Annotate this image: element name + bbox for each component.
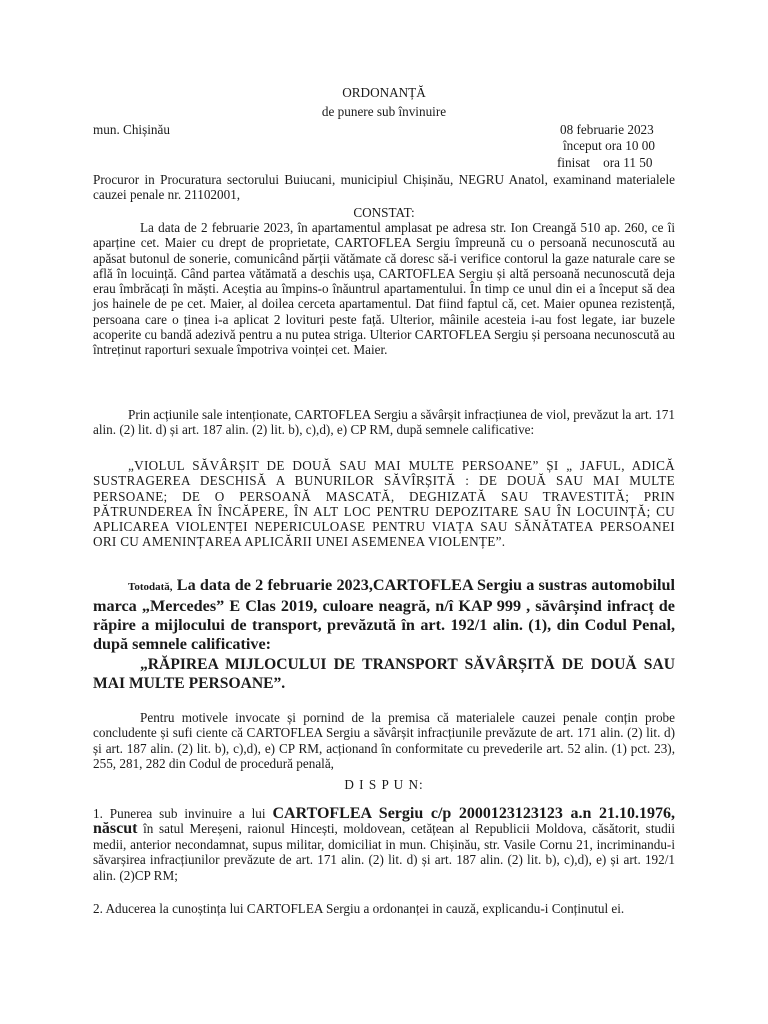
motive-paragraph: Pentru motivele invocate și pornind de la premisa că materialele cauzei penale conțin probe concludente și sufi ciente că CARTOFLEA Sergiu a săvârșit infracțiunile prevăzute de art. 171 alin. (2) lit. d) și art. 187 alin. (2) lit. b), c),d), e) CP RM, acționand în conformitate cu prevederile art. 52 alin. (1) pct. 23), 255, 281, 282 din Codul de procedură penală,	[93, 710, 675, 771]
intro-paragraph: Procuror in Procuratura sectorului Buiucani, municipiul Chișinău, NEGRU Anatol, examinand materialele cauzei penale nr. 21102001,	[93, 172, 675, 203]
start-time: început ora 10 00	[563, 138, 655, 153]
dispun-heading: D I S P U N:	[344, 777, 424, 792]
actions-paragraph: Prin acțiunile sale intenționate, CARTOFLEA Sergiu a săvârșit infracțiunea de viol, prevăzut la art. 171 alin. (2) lit. d) și art. 187 alin. (2) lit. b), c),d), e) CP RM, după semnele calificative:	[93, 407, 675, 438]
totodata-text: La data de 2 februarie 2023,CARTOFLEA Sergiu a sustras automobilul marca „Mercedes” E Clas 2019, culoare neagră, n/î KAP 999 , săvârșind infracț de răpire a mijlocului de transport, prevăzută în art. 192/1 alin. (1), din Codul Penal, după semnele calificative:	[93, 576, 676, 653]
end-time: finisat ora 11 50	[557, 155, 653, 170]
item1-rest: în satul Mereșeni, raionul Hincești, moldovean, cetățean al Republicii Moldova, căsătorit, studii medii, anterior necondamnat, supus militar, domiciliat in mun. Chișinău, str. Vasile Cornu 21, incriminandu-i săvarșirea infracțiunilor prevăzute de art. 171 alin. (2) lit. d) și art. 187 alin. (2) lit. b), c),d), e) și art. 192/1 alin. (2)CP RM;	[93, 821, 675, 883]
document-title: ORDONANȚĂ	[342, 85, 426, 100]
qualifiers-paragraph: „VIOLUL SĂVÂRȘIT DE DOUĂ SAU MAI MULTE PERSOANE” ȘI „ JAFUL, ADICĂ SUSTRAGEREA DESCHISĂ A BUNURILOR SĂVÎRȘITĂ : DE DOUĂ SAU MAI MULTE PERSOANE; DE O PERSOANĂ MASCATĂ, DEGHIZATĂ SAU TRAVESTITĂ; PRIN PĂTRUNDEREA ÎN ÎNCĂPERE, ÎN ALT LOC PENTRU DEPOZITARE SAU ÎN LOCUINȚĂ; CU APLICAREA VIOLENȚEI NEPERICULOASE PENTRU VIAȚA SAU SĂNĂTATEA PERSOANEI ORI CU AMENINȚAREA APLICĂRII UNEI ASEMENEA VIOLENȚE”.	[93, 458, 675, 550]
accused-identity: CARTOFLEA Sergiu c/p 2000123123123 a.n 21.10.1976, născut	[93, 805, 675, 838]
totodata-paragraph	[93, 576, 675, 654]
location: mun. Chișinău	[93, 122, 170, 137]
dispun-item-2: 2. Aducerea la cunoștința lui CARTOFLEA Sergiu a ordonanței in cauză, explicandu-i Conținutul ei.	[93, 901, 625, 916]
rapire-qualifier: „RĂPIREA MIJLOCULUI DE TRANSPORT SĂVÂRȘITĂ DE DOUĂ SAU MAI MULTE PERSOANE”.	[93, 656, 675, 692]
constat-paragraph: La data de 2 februarie 2023, în apartamentul amplasat pe adresa str. Ion Creangă 510 ap. 260, ce îi aparține cet. Maier cu drept de proprietate, CARTOFLEA Sergiu împreună cu o persoană necunoscută au apăsat butonul de sonerie, comunicând părții vătămate că doresc să-i verifice contorul la gaze naturale care se află în locuință. Când partea vătămată a deschis ușa, CARTOFLEA Sergiu și altă persoană necunoscută deja erau îmbrăcați în măști. Aceștia au împins-o înăuntrul apartamentului. În timp ce unul din ei a început să dea jos hainele de pe cet. Maier, al doilea cerceta apartamentul. Dat fiind faptul că, cet. Maier opunea rezistență, persoana care o ținea i-a aplicat 2 lovituri peste față. Ulterior, mâinile acesteia i-au fost legate, iar buzele acoperite cu bandă adezivă pentru a nu putea striga. Ulterior CARTOFLEA Sergiu și persoana necunoscută au întreținut raporturi sexuale împotriva voinței cet. Maier.	[93, 220, 675, 358]
document-subtitle: de punere sub învinuire	[321, 104, 447, 119]
document-date: 08 februarie 2023	[560, 122, 654, 137]
totodata-label: Totodată,	[128, 581, 173, 593]
constat-heading: CONSTAT:	[353, 205, 415, 220]
dispun-item-1	[93, 806, 675, 883]
item1-prefix: 1. Punerea sub invinuire a lui	[93, 806, 273, 821]
